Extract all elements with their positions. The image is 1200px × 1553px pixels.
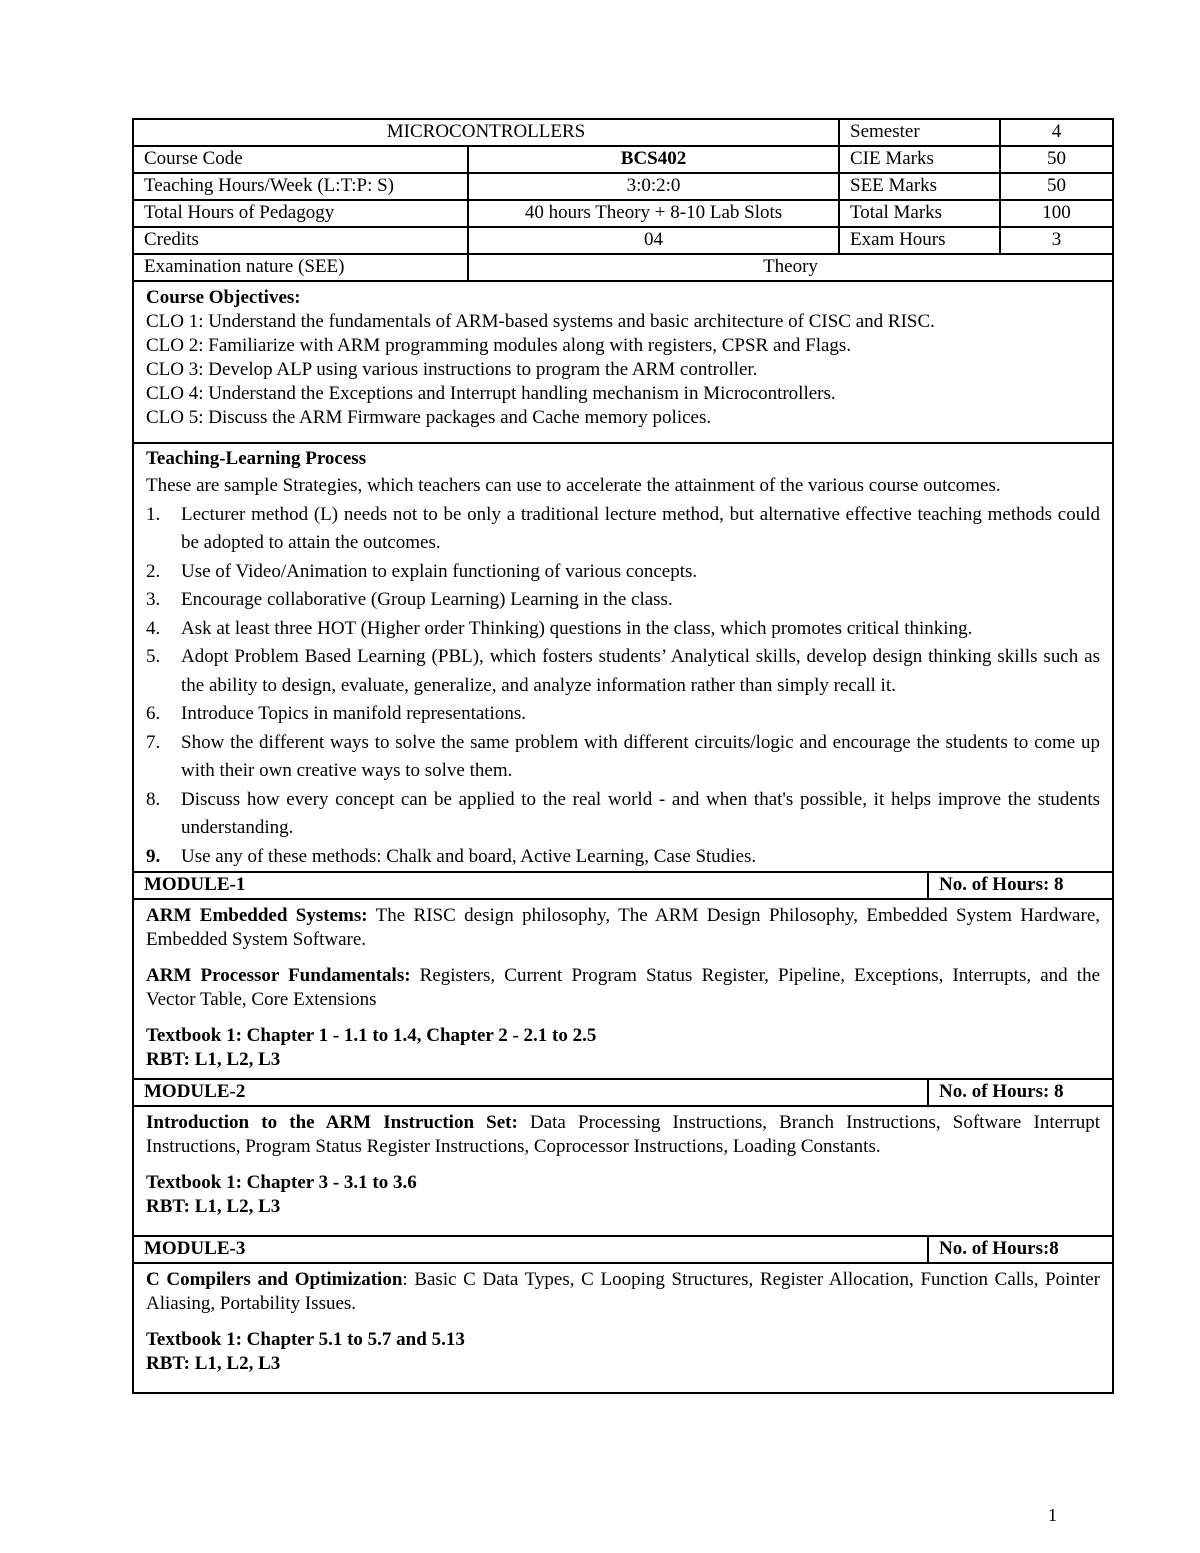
row-key: CIE Marks <box>839 146 1000 173</box>
rbt-levels: RBT: L1, L2, L3 <box>146 1049 281 1070</box>
credits-row <box>133 227 1113 254</box>
module-2-content: Introduction to the ARM Instruction Set: Data Processing Instructions, Branch Instructions, Software Interrupt Instructions, Program Status Register Instructions, Coprocessor Instructions, Loading Constants. Textbook 1: Chapter 3 - 3.1 to 3.6 RBT: L1, L2, L3 <box>133 1106 1113 1236</box>
semester-label: Semester <box>839 119 1000 146</box>
textbook-ref: Textbook 1: Chapter 3 - 3.1 to 3.6 <box>146 1172 417 1193</box>
course-code-value: BCS402 <box>468 146 839 173</box>
objective-item: CLO 2: Familiarize with ARM programming modules along with registers, CPSR and Flags. <box>146 335 852 356</box>
module-hours: No. of Hours:8 <box>928 1236 1113 1263</box>
row-key-value: 100 <box>1000 200 1113 227</box>
textbook-ref: Textbook 1: Chapter 1 - 1.1 to 1.4, Chapter 2 - 2.1 to 2.5 <box>146 1025 597 1046</box>
list-item: 7. Show the different ways to solve the same problem with different circuits/logic and encourage the students to come up with their own creative ways to solve them. <box>146 731 1100 781</box>
list-item: 3. Encourage collaborative (Group Learning) Learning in the class. <box>146 589 673 610</box>
row-key: Total Marks <box>839 200 1000 227</box>
objectives-heading: Course Objectives: <box>146 287 301 308</box>
module-header-row <box>133 1236 1113 1263</box>
row-label: Total Hours of Pedagogy <box>133 200 468 227</box>
module-hours: No. of Hours: 8 <box>928 872 1113 899</box>
course-title: MICROCONTROLLERS <box>133 119 839 146</box>
row-label: Credits <box>133 227 468 254</box>
course-info-table <box>132 118 1114 873</box>
row-value: 3:0:2:0 <box>468 173 839 200</box>
rbt-levels: RBT: L1, L2, L3 <box>146 1196 281 1217</box>
module-hours: No. of Hours: 8 <box>928 1079 1113 1106</box>
module-title: MODULE-1 <box>133 872 928 899</box>
textbook-ref: Textbook 1: Chapter 5.1 to 5.7 and 5.13 <box>146 1329 465 1350</box>
objective-item: CLO 3: Develop ALP using various instructions to program the ARM controller. <box>146 359 758 380</box>
exam-nature-label: Examination nature (SEE) <box>133 254 468 281</box>
module-body-row <box>133 1106 1113 1236</box>
tlp-list <box>146 501 1100 872</box>
course-code-row <box>133 146 1113 173</box>
course-objectives <box>133 281 1113 443</box>
row-key-value: 50 <box>1000 173 1113 200</box>
row-key-value: 50 <box>1000 146 1113 173</box>
course-title-row <box>133 119 1113 146</box>
syllabus-sheet <box>132 118 1112 1394</box>
list-item: 9. Use any of these methods: Chalk and board, Active Learning, Case Studies. <box>146 845 757 867</box>
rbt-levels: RBT: L1, L2, L3 <box>146 1353 281 1374</box>
list-item: 1. Lecturer method (L) needs not to be only a traditional lecture method, but alternative effective teaching methods could be adopted to attain the outcomes. <box>146 503 1100 553</box>
row-key: Exam Hours <box>839 227 1000 254</box>
row-label: Course Code <box>133 146 468 173</box>
module-title: MODULE-3 <box>133 1236 928 1263</box>
semester-value: 4 <box>1000 119 1113 146</box>
module-header-row <box>133 1079 1113 1106</box>
list-item: 5. Adopt Problem Based Learning (PBL), which fosters students’ Analytical skills, develop design thinking skills such as the ability to design, evaluate, generalize, and analyze information rather than simply recall it. <box>146 646 1100 696</box>
teaching-hours-row <box>133 173 1113 200</box>
list-item: 4. Ask at least three HOT (Higher order Thinking) questions in the class, which promotes critical thinking. <box>146 617 973 639</box>
module-3-content: C Compilers and Optimization: Basic C Data Types, C Looping Structures, Register Allocation, Function Calls, Pointer Aliasing, Portability Issues. Textbook 1: Chapter 5.1 to 5.7 and 5.13 RBT: L1, L2, L3 <box>133 1263 1113 1393</box>
module-1-content: ARM Embedded Systems: The RISC design philosophy, The ARM Design Philosophy, Embedded System Hardware, Embedded System Software. ARM Processor Fundamentals: Registers, Current Program Status Register, Pipeline, Exceptions, Interrupts, and the Vector Table, Core Extensions Textbook 1: Chapter 1 - 1.1 to 1.4, Chapter 2 - 2.1 to 2.5 RBT: L1, L2, L3 <box>133 899 1113 1079</box>
row-key: SEE Marks <box>839 173 1000 200</box>
objective-item: CLO 1: Understand the fundamentals of ARM-based systems and basic architecture of CISC and RISC. <box>146 311 935 332</box>
row-value: 04 <box>468 227 839 254</box>
row-key-value: 3 <box>1000 227 1113 254</box>
objectives-row <box>133 281 1113 443</box>
row-label: Teaching Hours/Week (L:T:P: S) <box>133 173 468 200</box>
tlp-row <box>133 443 1113 872</box>
tlp-intro: These are sample Strategies, which teachers can use to accelerate the attainment of the various course outcomes. <box>146 475 1001 496</box>
page-number: 1 <box>1048 1505 1057 1525</box>
objective-item: CLO 5: Discuss the ARM Firmware packages and Cache memory polices. <box>146 407 712 428</box>
list-item: 6. Introduce Topics in manifold representations. <box>146 703 526 724</box>
module-body-row <box>133 899 1113 1079</box>
list-item: 2. Use of Video/Animation to explain functioning of various concepts. <box>146 560 698 582</box>
module-title: MODULE-2 <box>133 1079 928 1106</box>
row-value: 40 hours Theory + 8-10 Lab Slots <box>468 200 839 227</box>
list-item: 8. Discuss how every concept can be applied to the real world - and when that's possible, it helps improve the students understanding. <box>146 788 1100 838</box>
teaching-learning-process <box>133 443 1113 872</box>
modules-table <box>132 871 1114 1394</box>
pedagogy-row <box>133 200 1113 227</box>
exam-nature-row <box>133 254 1113 281</box>
exam-nature-value: Theory <box>468 254 1113 281</box>
module-header-row <box>133 872 1113 899</box>
tlp-heading: Teaching-Learning Process <box>146 448 367 469</box>
module-body-row <box>133 1263 1113 1393</box>
objective-item: CLO 4: Understand the Exceptions and Interrupt handling mechanism in Microcontrollers. <box>146 383 836 404</box>
